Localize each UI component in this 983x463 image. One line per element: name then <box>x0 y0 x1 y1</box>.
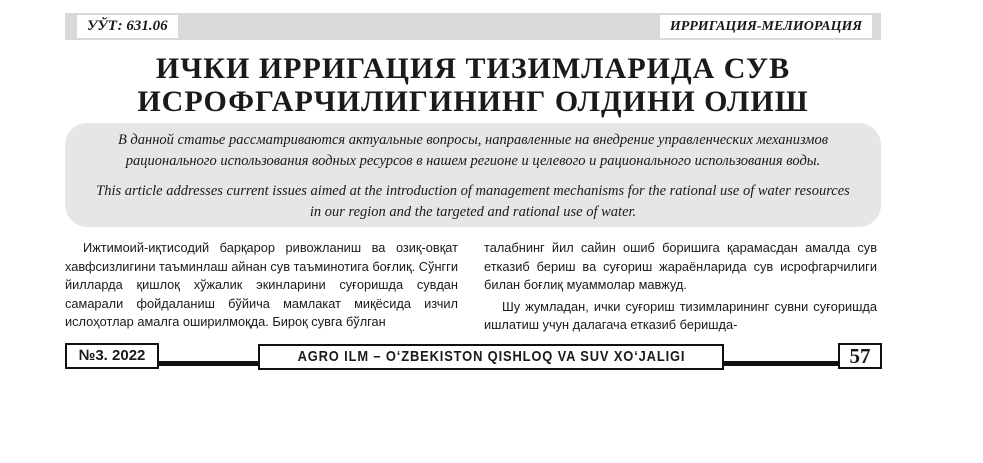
body-paragraph: Шу жумладан, ички суғориш тизимларининг сувни суғоришда ишлатиш учун далагача етказиб беришда- <box>484 298 877 333</box>
body-column-right <box>484 239 877 335</box>
journal-name <box>258 344 724 370</box>
journal-name-text: AGRO ILM – O‘ZBEKISTON QISHLOQ VA SUV XO‘JALIGI <box>297 348 685 365</box>
title-line-2: ИСРОФГАРЧИЛИГИНИНГ ОЛДИНИ ОЛИШ <box>137 85 809 118</box>
article-title <box>65 52 881 118</box>
title-line-1: ИЧКИ ИРРИГАЦИЯ ТИЗИМЛАРИДА СУВ <box>155 52 791 85</box>
abstract-english: This article addresses current issues aimed at the introduction of management mechanisms for the rational use of water resources in our region and the targeted and rational use of water. <box>96 183 850 220</box>
body-column-left <box>65 239 458 332</box>
body-paragraph: Ижтимоий-иқтисодий барқарор ривожланиш ва озиқ-овқат хавфсизлигини таъминлаш айнан сув таъминотига боғлиқ. Сўнгги йилларда қишлоқ хўжалик экинларини суғоришда сувдан самарали фойдаланиш бўйича мамлакат миқёсида изчил ислоҳотлар амалга оширилмоқда. Бироқ сувга бўлган <box>65 240 458 330</box>
body-paragraph: талабнинг йил сайин ошиб боришига қарамасдан амалда сув етказиб бериш ва суғориш жараёнларида сув исрофгарчилиги билан боғлиқ муаммолар мавжуд. <box>484 240 877 293</box>
issue-number: №3. 2022 <box>65 343 159 369</box>
udk-code: УЎТ: 631.06 <box>77 15 178 38</box>
rubric-label: ИРРИГАЦИЯ-МЕЛИОРАЦИЯ <box>660 15 872 38</box>
abstract-russian: В данной статье рассматриваются актуальные вопросы, направленные на внедрение управленческих механизмов рационального использования водных ресурсов в нашем регионе и целевого и рационального использования воды. <box>117 132 829 169</box>
page-number: 57 <box>838 343 882 369</box>
